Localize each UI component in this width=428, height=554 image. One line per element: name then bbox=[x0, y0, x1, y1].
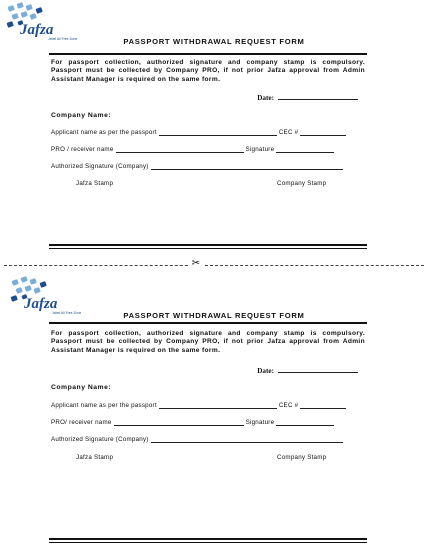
footer-rule-thin bbox=[49, 542, 367, 543]
footer-rule-thin bbox=[49, 248, 367, 249]
logo-tagline: Jebel Ali Free Zone bbox=[48, 37, 78, 41]
withdrawal-form-bottom bbox=[0, 274, 428, 524]
jafza-logo-icon bbox=[6, 2, 88, 42]
applicant-row bbox=[51, 129, 361, 136]
form-title: PASSPORT WITHDRAWAL REQUEST FORM bbox=[123, 37, 305, 46]
jafza-logo bbox=[10, 276, 92, 316]
instructions-text: For passport collection, authorized signature and company stamp is compulsory. Passport must be collected by Company PRO, if not prior Jafza approval from Admin Assistant Manager is required on the same form. bbox=[51, 59, 365, 83]
applicant-name-field[interactable] bbox=[159, 402, 277, 409]
date-field[interactable] bbox=[257, 94, 358, 102]
signature-field[interactable] bbox=[276, 146, 334, 153]
jafza-logo-icon bbox=[10, 276, 92, 316]
authorized-signature-label: Authorized Signature (Company) bbox=[51, 163, 149, 170]
company-name-label: Company Name: bbox=[51, 112, 112, 119]
cec-label: CEC # bbox=[278, 129, 299, 136]
pro-receiver-field[interactable] bbox=[116, 146, 244, 153]
logo-tagline: Jebel Ali Free Zone bbox=[52, 311, 82, 315]
header-rule bbox=[49, 53, 367, 55]
pro-receiver-label: PRO/ receiver name bbox=[51, 419, 112, 426]
applicant-label: Applicant name as per the passport bbox=[51, 129, 157, 136]
authorized-signature-field[interactable] bbox=[151, 163, 343, 170]
cec-field[interactable] bbox=[300, 129, 346, 136]
pro-receiver-label: PRO / receiver name bbox=[51, 146, 114, 153]
authorized-signature-row bbox=[51, 436, 361, 443]
cec-label: CEC # bbox=[278, 402, 299, 409]
signature-label: Signature bbox=[245, 419, 275, 426]
authorized-signature-field[interactable] bbox=[151, 436, 343, 443]
applicant-name-field[interactable] bbox=[159, 129, 277, 136]
instructions-text: For passport collection, authorized signature and company stamp is compulsory. Passport must be collected by Company PRO, if not prior Jafza approval from Admin Assistant Manager is required on the same form. bbox=[51, 330, 365, 354]
signature-label: Signature bbox=[245, 146, 275, 153]
footer-rule bbox=[49, 538, 367, 540]
pro-receiver-field[interactable] bbox=[114, 419, 244, 426]
header-rule bbox=[49, 322, 367, 324]
signature-field[interactable] bbox=[276, 419, 334, 426]
applicant-row bbox=[51, 402, 361, 409]
logo-brand-text: Jafza bbox=[20, 22, 54, 38]
date-label: Date: bbox=[257, 94, 274, 102]
company-stamp-label: Company Stamp bbox=[277, 180, 327, 187]
authorized-signature-label: Authorized Signature (Company) bbox=[51, 436, 149, 443]
logo-brand-text: Jafza bbox=[24, 296, 58, 312]
form-title: PASSPORT WITHDRAWAL REQUEST FORM bbox=[123, 311, 305, 320]
date-label: Date: bbox=[257, 367, 274, 375]
authorized-signature-row bbox=[51, 163, 361, 170]
jafza-logo bbox=[6, 2, 88, 42]
pro-row bbox=[51, 419, 361, 426]
applicant-label: Applicant name as per the passport bbox=[51, 402, 157, 409]
jafza-stamp-label: Jafza Stamp bbox=[76, 454, 114, 461]
cut-line bbox=[4, 265, 424, 266]
withdrawal-form-top bbox=[0, 0, 428, 250]
pro-row bbox=[51, 146, 361, 153]
company-name-label: Company Name: bbox=[51, 384, 112, 391]
cec-field[interactable] bbox=[300, 402, 346, 409]
jafza-stamp-label: Jafza Stamp bbox=[76, 180, 114, 187]
footer-rule bbox=[49, 244, 367, 246]
scissors-icon: ✂ bbox=[189, 258, 203, 270]
date-field[interactable] bbox=[257, 367, 358, 375]
company-stamp-label: Company Stamp bbox=[277, 454, 327, 461]
